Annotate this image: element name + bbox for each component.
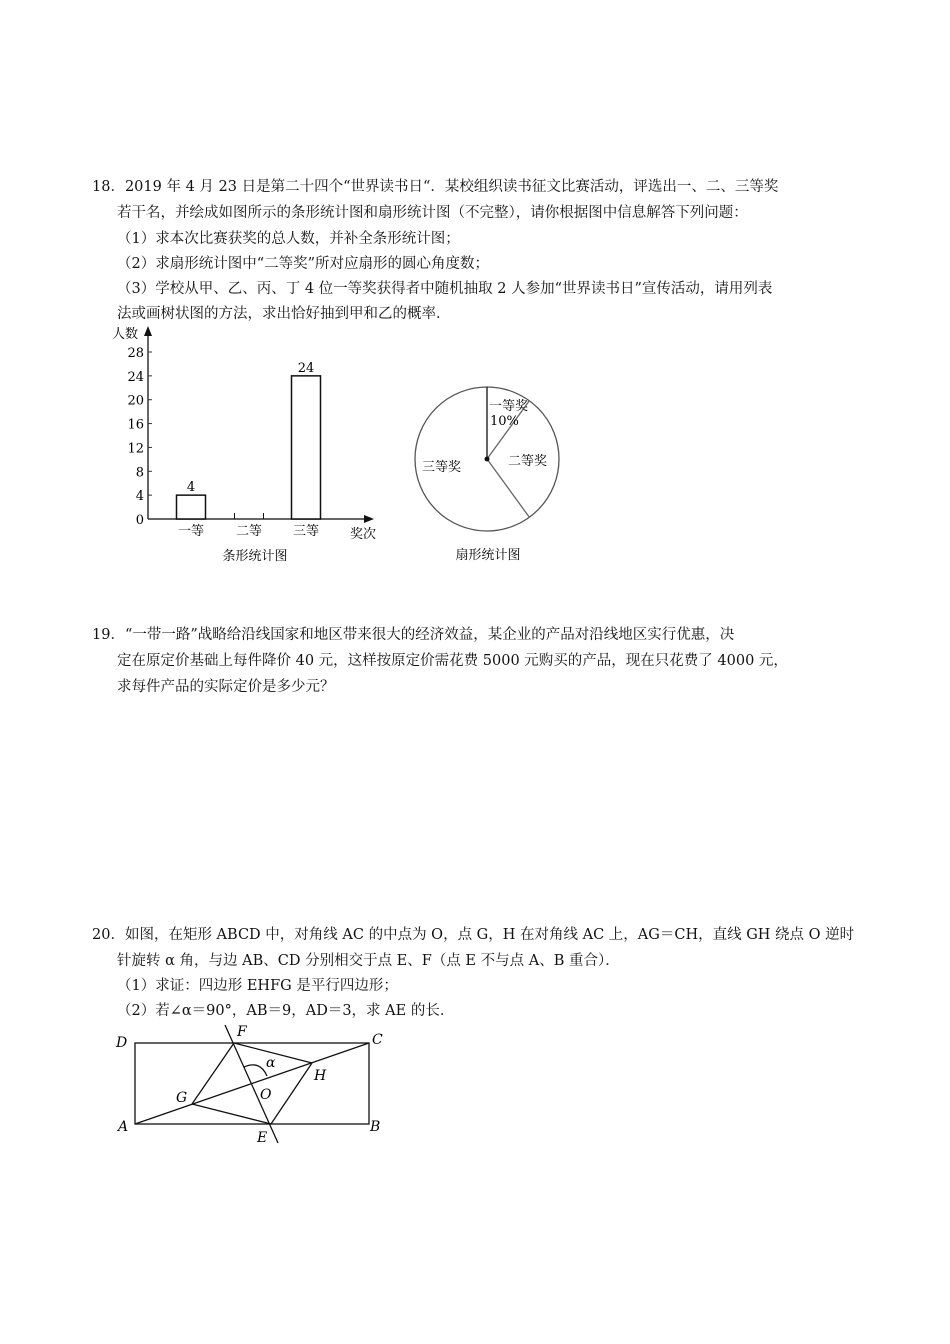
pie-label-first: 一等奖 xyxy=(489,399,529,414)
pie-chart xyxy=(400,370,580,570)
q18-part1: （1）求本次比赛获奖的总人数，并补全条形统计图； xyxy=(117,231,460,247)
pie-label-second: 二等奖 xyxy=(508,454,548,469)
y-tick-label: 24 xyxy=(127,369,144,385)
segment-ge xyxy=(192,1104,271,1124)
y-tick-label: 8 xyxy=(135,465,144,481)
pie-chart-title: 扇形统计图 xyxy=(455,548,521,563)
x-tick-label: 一等 xyxy=(177,524,205,539)
y-tick-label: 0 xyxy=(135,513,144,528)
bar-axes xyxy=(127,326,374,528)
label-h: H xyxy=(314,1068,327,1084)
bar-chart xyxy=(100,320,400,570)
y-axis-label: 人数 xyxy=(112,327,139,342)
bar-data-label: 4 xyxy=(186,480,196,496)
q18-part3-line2: 法或画树状图的方法，求出恰好抽到甲和乙的概率． xyxy=(117,306,451,322)
bar xyxy=(292,376,321,519)
rectangle-geometry-figure xyxy=(100,1020,400,1150)
label-e: E xyxy=(257,1130,268,1146)
y-axis-arrow-icon xyxy=(144,326,152,336)
q18-stem-line2: 若干名，并绘成如图所示的条形统计图和扇形统计图（不完整），请你根据图中信息解答下列问题： xyxy=(117,205,748,221)
y-tick-label: 12 xyxy=(127,441,144,457)
bar xyxy=(177,495,206,519)
label-a: A xyxy=(118,1119,129,1135)
q20-line2: 针旋转 α 角，与边 AB、CD 分别相交于点 E、F（点 E 不与点 A、B 重合）． xyxy=(117,953,620,969)
label-d: D xyxy=(116,1035,128,1051)
y-tick-label: 16 xyxy=(127,417,144,433)
q19-line3: 求每件产品的实际定价是多少元？ xyxy=(117,679,335,695)
q18-stem-line1: 18．2019 年 4 月 23 日是第二十四个“世界读书日“．某校组织读书征文比赛活动，评选出一、二、三等奖 xyxy=(92,179,779,195)
x-axis-arrow-icon xyxy=(364,515,374,523)
segment-eh xyxy=(271,1063,312,1124)
q20-part1: （1）求证：四边形 EHFG 是平行四边形； xyxy=(117,978,398,994)
q20-part2: （2）若∠α＝90°，AB＝9，AD＝3，求 AE 的长． xyxy=(117,1003,455,1019)
bar-data-label: 24 xyxy=(297,360,315,376)
y-tick-label: 28 xyxy=(127,346,144,361)
x-tick-label: 三等 xyxy=(292,524,320,539)
label-alpha: α xyxy=(266,1055,276,1071)
x-tick-label: 二等 xyxy=(235,524,263,539)
label-b: B xyxy=(370,1119,381,1135)
label-c: C xyxy=(372,1032,383,1048)
y-tick-label: 4 xyxy=(135,489,144,505)
q20-line1: 20．如图，在矩形 ABCD 中，对角线 AC 的中点为 O，点 G，H 在对角线 AC 上，AG＝CH，直线 GH 绕点 O 逆时 xyxy=(92,927,855,943)
label-f: F xyxy=(237,1024,247,1040)
q18-part2: （2）求扇形统计图中“二等奖”所对应扇形的圆心角度数； xyxy=(117,256,490,272)
pie-label-third: 三等奖 xyxy=(422,460,462,475)
diagonal-ac xyxy=(135,1043,369,1124)
label-o: O xyxy=(260,1087,272,1103)
label-g: G xyxy=(176,1090,188,1106)
pie-label-first-percent: 10% xyxy=(490,414,519,429)
bar-marks xyxy=(177,361,321,539)
segment-fg xyxy=(192,1043,234,1104)
y-tick-label: 20 xyxy=(127,393,144,409)
q18-part3-line1: （3）学校从甲、乙、丙、丁 4 位一等奖获得者中随机抽取 2 人参加“世界读书日”宣传活动，请用列表 xyxy=(117,281,773,297)
pie-center-dot xyxy=(485,457,490,462)
q19-line2: 定在原定价基础上每件降价 40 元，这样按原定价需花费 5000 元购买的产品，现在只花费了 4000 元， xyxy=(117,653,788,669)
bar-chart-title: 条形统计图 xyxy=(222,549,288,564)
q19-line1: 19．“一带一路”战略给沿线国家和地区带来很大的经济效益，某企业的产品对沿线地区实行优惠，决 xyxy=(92,627,735,643)
x-axis-label: 奖次 xyxy=(350,527,377,542)
